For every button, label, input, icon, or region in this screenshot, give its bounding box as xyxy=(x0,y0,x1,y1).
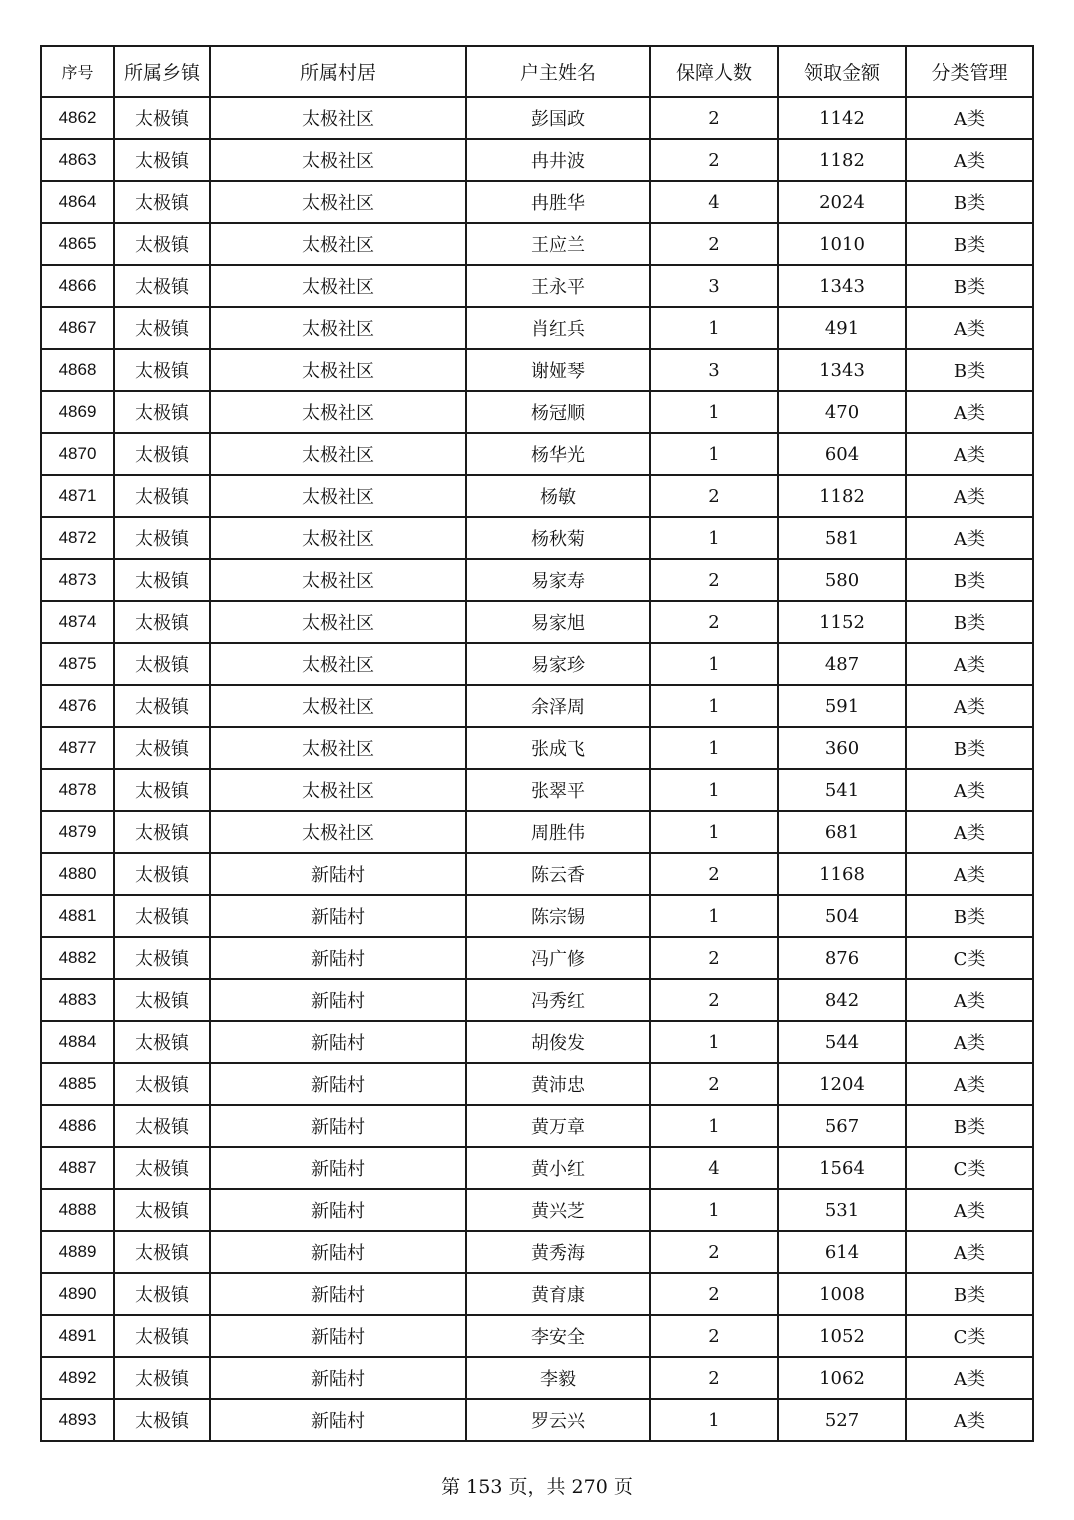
table-row xyxy=(41,223,1033,265)
cell-serial-number: 4889 xyxy=(41,1231,114,1273)
cell-town: 太极镇 xyxy=(114,391,210,433)
cell-covered-people: 1 xyxy=(650,685,778,727)
table-row xyxy=(41,1357,1033,1399)
cell-village: 太极社区 xyxy=(210,727,466,769)
cell-covered-people: 2 xyxy=(650,979,778,1021)
cell-town: 太极镇 xyxy=(114,349,210,391)
cell-town: 太极镇 xyxy=(114,727,210,769)
cell-serial-number: 4863 xyxy=(41,139,114,181)
cell-serial-number: 4890 xyxy=(41,1273,114,1315)
cell-category: A类 xyxy=(906,1021,1033,1063)
cell-householder-name: 杨敏 xyxy=(466,475,650,517)
cell-householder-name: 冉胜华 xyxy=(466,181,650,223)
table-row xyxy=(41,1273,1033,1315)
cell-amount: 470 xyxy=(778,391,906,433)
cell-category: A类 xyxy=(906,1231,1033,1273)
cell-amount: 1052 xyxy=(778,1315,906,1357)
cell-serial-number: 4877 xyxy=(41,727,114,769)
table-row xyxy=(41,181,1033,223)
cell-village: 太极社区 xyxy=(210,223,466,265)
table-row xyxy=(41,475,1033,517)
cell-amount: 541 xyxy=(778,769,906,811)
table-row xyxy=(41,265,1033,307)
cell-category: A类 xyxy=(906,643,1033,685)
table-row xyxy=(41,307,1033,349)
cell-householder-name: 肖红兵 xyxy=(466,307,650,349)
cell-covered-people: 1 xyxy=(650,433,778,475)
cell-amount: 591 xyxy=(778,685,906,727)
cell-amount: 1010 xyxy=(778,223,906,265)
header-amount: 领取金额 xyxy=(778,46,906,97)
cell-village: 太极社区 xyxy=(210,811,466,853)
cell-town: 太极镇 xyxy=(114,223,210,265)
cell-householder-name: 冉井波 xyxy=(466,139,650,181)
cell-serial-number: 4879 xyxy=(41,811,114,853)
cell-covered-people: 1 xyxy=(650,1105,778,1147)
table-row xyxy=(41,769,1033,811)
cell-amount: 876 xyxy=(778,937,906,979)
cell-covered-people: 1 xyxy=(650,517,778,559)
cell-serial-number: 4874 xyxy=(41,601,114,643)
cell-village: 太极社区 xyxy=(210,559,466,601)
cell-serial-number: 4885 xyxy=(41,1063,114,1105)
cell-village: 新陆村 xyxy=(210,895,466,937)
cell-serial-number: 4882 xyxy=(41,937,114,979)
cell-amount: 604 xyxy=(778,433,906,475)
table-row xyxy=(41,139,1033,181)
cell-category: A类 xyxy=(906,97,1033,139)
cell-serial-number: 4873 xyxy=(41,559,114,601)
table-row xyxy=(41,1063,1033,1105)
cell-village: 太极社区 xyxy=(210,517,466,559)
cell-category: B类 xyxy=(906,1273,1033,1315)
cell-householder-name: 易家珍 xyxy=(466,643,650,685)
cell-amount: 1343 xyxy=(778,265,906,307)
table-row xyxy=(41,559,1033,601)
table-row xyxy=(41,1315,1033,1357)
cell-amount: 544 xyxy=(778,1021,906,1063)
cell-covered-people: 2 xyxy=(650,1273,778,1315)
table-row xyxy=(41,811,1033,853)
cell-category: A类 xyxy=(906,1399,1033,1441)
cell-village: 新陆村 xyxy=(210,937,466,979)
cell-town: 太极镇 xyxy=(114,1063,210,1105)
cell-amount: 1182 xyxy=(778,475,906,517)
cell-serial-number: 4871 xyxy=(41,475,114,517)
cell-category: A类 xyxy=(906,685,1033,727)
cell-amount: 1343 xyxy=(778,349,906,391)
cell-village: 太极社区 xyxy=(210,643,466,685)
cell-town: 太极镇 xyxy=(114,181,210,223)
cell-village: 太极社区 xyxy=(210,97,466,139)
cell-covered-people: 1 xyxy=(650,1189,778,1231)
cell-category: A类 xyxy=(906,517,1033,559)
table-row xyxy=(41,1231,1033,1273)
cell-village: 太极社区 xyxy=(210,181,466,223)
cell-covered-people: 1 xyxy=(650,811,778,853)
cell-covered-people: 3 xyxy=(650,349,778,391)
cell-serial-number: 4886 xyxy=(41,1105,114,1147)
cell-householder-name: 李安全 xyxy=(466,1315,650,1357)
cell-category: A类 xyxy=(906,433,1033,475)
cell-village: 太极社区 xyxy=(210,391,466,433)
cell-amount: 1062 xyxy=(778,1357,906,1399)
cell-amount: 1182 xyxy=(778,139,906,181)
cell-serial-number: 4880 xyxy=(41,853,114,895)
cell-serial-number: 4876 xyxy=(41,685,114,727)
cell-village: 新陆村 xyxy=(210,1273,466,1315)
cell-covered-people: 2 xyxy=(650,853,778,895)
cell-town: 太极镇 xyxy=(114,769,210,811)
cell-householder-name: 周胜伟 xyxy=(466,811,650,853)
cell-town: 太极镇 xyxy=(114,265,210,307)
cell-covered-people: 1 xyxy=(650,727,778,769)
cell-covered-people: 1 xyxy=(650,1399,778,1441)
cell-category: C类 xyxy=(906,1147,1033,1189)
cell-covered-people: 1 xyxy=(650,895,778,937)
cell-town: 太极镇 xyxy=(114,937,210,979)
cell-householder-name: 黄秀海 xyxy=(466,1231,650,1273)
cell-village: 太极社区 xyxy=(210,769,466,811)
cell-householder-name: 黄沛忠 xyxy=(466,1063,650,1105)
header-householder-name: 户主姓名 xyxy=(466,46,650,97)
cell-category: A类 xyxy=(906,853,1033,895)
cell-householder-name: 陈云香 xyxy=(466,853,650,895)
table-body xyxy=(41,97,1033,1441)
header-category: 分类管理 xyxy=(906,46,1033,97)
cell-serial-number: 4881 xyxy=(41,895,114,937)
cell-category: A类 xyxy=(906,475,1033,517)
cell-serial-number: 4866 xyxy=(41,265,114,307)
cell-village: 新陆村 xyxy=(210,1105,466,1147)
cell-amount: 1152 xyxy=(778,601,906,643)
cell-category: B类 xyxy=(906,349,1033,391)
cell-category: A类 xyxy=(906,391,1033,433)
cell-serial-number: 4893 xyxy=(41,1399,114,1441)
cell-serial-number: 4875 xyxy=(41,643,114,685)
cell-town: 太极镇 xyxy=(114,1147,210,1189)
cell-amount: 360 xyxy=(778,727,906,769)
cell-town: 太极镇 xyxy=(114,1189,210,1231)
table-header-row xyxy=(41,46,1033,97)
cell-category: A类 xyxy=(906,1357,1033,1399)
cell-amount: 681 xyxy=(778,811,906,853)
cell-householder-name: 杨华光 xyxy=(466,433,650,475)
table-row xyxy=(41,349,1033,391)
cell-town: 太极镇 xyxy=(114,979,210,1021)
cell-householder-name: 黄小红 xyxy=(466,1147,650,1189)
cell-category: A类 xyxy=(906,1189,1033,1231)
cell-town: 太极镇 xyxy=(114,811,210,853)
cell-amount: 1564 xyxy=(778,1147,906,1189)
cell-village: 太极社区 xyxy=(210,601,466,643)
cell-householder-name: 王永平 xyxy=(466,265,650,307)
cell-category: B类 xyxy=(906,1105,1033,1147)
cell-category: C类 xyxy=(906,937,1033,979)
cell-serial-number: 4892 xyxy=(41,1357,114,1399)
cell-covered-people: 2 xyxy=(650,1231,778,1273)
table-row xyxy=(41,1147,1033,1189)
cell-covered-people: 1 xyxy=(650,391,778,433)
cell-category: B类 xyxy=(906,727,1033,769)
cell-village: 太极社区 xyxy=(210,475,466,517)
cell-category: B类 xyxy=(906,265,1033,307)
cell-category: B类 xyxy=(906,181,1033,223)
cell-village: 太极社区 xyxy=(210,307,466,349)
cell-town: 太极镇 xyxy=(114,1231,210,1273)
cell-village: 太极社区 xyxy=(210,685,466,727)
cell-householder-name: 陈宗锡 xyxy=(466,895,650,937)
cell-serial-number: 4872 xyxy=(41,517,114,559)
cell-town: 太极镇 xyxy=(114,1399,210,1441)
cell-covered-people: 2 xyxy=(650,223,778,265)
cell-village: 太极社区 xyxy=(210,349,466,391)
table-row xyxy=(41,517,1033,559)
cell-covered-people: 1 xyxy=(650,643,778,685)
cell-householder-name: 黄兴芝 xyxy=(466,1189,650,1231)
cell-householder-name: 杨冠顺 xyxy=(466,391,650,433)
cell-category: A类 xyxy=(906,979,1033,1021)
cell-category: C类 xyxy=(906,1315,1033,1357)
cell-amount: 1142 xyxy=(778,97,906,139)
cell-category: A类 xyxy=(906,307,1033,349)
cell-householder-name: 张翠平 xyxy=(466,769,650,811)
cell-village: 新陆村 xyxy=(210,979,466,1021)
table-row xyxy=(41,685,1033,727)
cell-amount: 567 xyxy=(778,1105,906,1147)
cell-serial-number: 4887 xyxy=(41,1147,114,1189)
roster-table xyxy=(40,45,1034,1442)
cell-covered-people: 2 xyxy=(650,1315,778,1357)
cell-householder-name: 余泽周 xyxy=(466,685,650,727)
cell-serial-number: 4865 xyxy=(41,223,114,265)
table-row xyxy=(41,391,1033,433)
cell-village: 太极社区 xyxy=(210,139,466,181)
cell-covered-people: 1 xyxy=(650,769,778,811)
header-village: 所属村居 xyxy=(210,46,466,97)
cell-amount: 614 xyxy=(778,1231,906,1273)
cell-village: 新陆村 xyxy=(210,1315,466,1357)
cell-town: 太极镇 xyxy=(114,139,210,181)
cell-town: 太极镇 xyxy=(114,895,210,937)
cell-serial-number: 4864 xyxy=(41,181,114,223)
cell-category: A类 xyxy=(906,811,1033,853)
cell-covered-people: 4 xyxy=(650,181,778,223)
cell-covered-people: 3 xyxy=(650,265,778,307)
table-row xyxy=(41,1399,1033,1441)
cell-amount: 487 xyxy=(778,643,906,685)
cell-covered-people: 2 xyxy=(650,1357,778,1399)
cell-town: 太极镇 xyxy=(114,307,210,349)
cell-householder-name: 冯秀红 xyxy=(466,979,650,1021)
cell-covered-people: 1 xyxy=(650,307,778,349)
cell-householder-name: 黄育康 xyxy=(466,1273,650,1315)
cell-village: 新陆村 xyxy=(210,1357,466,1399)
cell-covered-people: 2 xyxy=(650,559,778,601)
cell-householder-name: 易家寿 xyxy=(466,559,650,601)
cell-serial-number: 4867 xyxy=(41,307,114,349)
cell-covered-people: 4 xyxy=(650,1147,778,1189)
cell-town: 太极镇 xyxy=(114,517,210,559)
cell-serial-number: 4888 xyxy=(41,1189,114,1231)
cell-amount: 1168 xyxy=(778,853,906,895)
cell-serial-number: 4868 xyxy=(41,349,114,391)
cell-town: 太极镇 xyxy=(114,1021,210,1063)
table-row xyxy=(41,1021,1033,1063)
cell-village: 新陆村 xyxy=(210,1231,466,1273)
cell-householder-name: 张成飞 xyxy=(466,727,650,769)
cell-serial-number: 4891 xyxy=(41,1315,114,1357)
cell-village: 新陆村 xyxy=(210,1021,466,1063)
cell-category: B类 xyxy=(906,559,1033,601)
cell-householder-name: 冯广修 xyxy=(466,937,650,979)
cell-village: 新陆村 xyxy=(210,1189,466,1231)
cell-serial-number: 4884 xyxy=(41,1021,114,1063)
cell-householder-name: 罗云兴 xyxy=(466,1399,650,1441)
cell-town: 太极镇 xyxy=(114,475,210,517)
cell-town: 太极镇 xyxy=(114,1105,210,1147)
cell-village: 太极社区 xyxy=(210,433,466,475)
cell-covered-people: 2 xyxy=(650,1063,778,1105)
cell-category: B类 xyxy=(906,895,1033,937)
cell-serial-number: 4878 xyxy=(41,769,114,811)
cell-town: 太极镇 xyxy=(114,1357,210,1399)
cell-amount: 842 xyxy=(778,979,906,1021)
cell-amount: 491 xyxy=(778,307,906,349)
cell-village: 新陆村 xyxy=(210,853,466,895)
cell-category: A类 xyxy=(906,769,1033,811)
header-serial-number: 序号 xyxy=(41,46,114,97)
table-row xyxy=(41,937,1033,979)
table-row xyxy=(41,1189,1033,1231)
cell-category: B类 xyxy=(906,223,1033,265)
cell-amount: 531 xyxy=(778,1189,906,1231)
cell-town: 太极镇 xyxy=(114,853,210,895)
cell-village: 新陆村 xyxy=(210,1147,466,1189)
cell-town: 太极镇 xyxy=(114,1315,210,1357)
cell-covered-people: 2 xyxy=(650,97,778,139)
cell-householder-name: 易家旭 xyxy=(466,601,650,643)
cell-town: 太极镇 xyxy=(114,1273,210,1315)
header-covered-people: 保障人数 xyxy=(650,46,778,97)
cell-serial-number: 4883 xyxy=(41,979,114,1021)
cell-householder-name: 李毅 xyxy=(466,1357,650,1399)
cell-village: 新陆村 xyxy=(210,1063,466,1105)
cell-covered-people: 1 xyxy=(650,1021,778,1063)
cell-amount: 2024 xyxy=(778,181,906,223)
cell-householder-name: 黄万章 xyxy=(466,1105,650,1147)
cell-amount: 1204 xyxy=(778,1063,906,1105)
table-row xyxy=(41,433,1033,475)
cell-village: 太极社区 xyxy=(210,265,466,307)
cell-householder-name: 胡俊发 xyxy=(466,1021,650,1063)
cell-householder-name: 谢娅琴 xyxy=(466,349,650,391)
table-row xyxy=(41,895,1033,937)
cell-amount: 1008 xyxy=(778,1273,906,1315)
cell-householder-name: 彭国政 xyxy=(466,97,650,139)
cell-village: 新陆村 xyxy=(210,1399,466,1441)
cell-category: B类 xyxy=(906,601,1033,643)
cell-covered-people: 2 xyxy=(650,475,778,517)
cell-amount: 504 xyxy=(778,895,906,937)
cell-town: 太极镇 xyxy=(114,559,210,601)
cell-town: 太极镇 xyxy=(114,97,210,139)
cell-covered-people: 2 xyxy=(650,139,778,181)
cell-covered-people: 2 xyxy=(650,937,778,979)
table-row xyxy=(41,97,1033,139)
table-row xyxy=(41,643,1033,685)
table-row xyxy=(41,1105,1033,1147)
table-row xyxy=(41,727,1033,769)
page-footer: 第 153 页，共 270 页 xyxy=(441,1476,633,1498)
cell-serial-number: 4869 xyxy=(41,391,114,433)
cell-serial-number: 4870 xyxy=(41,433,114,475)
cell-category: A类 xyxy=(906,139,1033,181)
cell-town: 太极镇 xyxy=(114,685,210,727)
cell-amount: 581 xyxy=(778,517,906,559)
cell-serial-number: 4862 xyxy=(41,97,114,139)
cell-householder-name: 杨秋菊 xyxy=(466,517,650,559)
cell-category: A类 xyxy=(906,1063,1033,1105)
cell-town: 太极镇 xyxy=(114,601,210,643)
table-row xyxy=(41,601,1033,643)
cell-amount: 580 xyxy=(778,559,906,601)
cell-town: 太极镇 xyxy=(114,643,210,685)
cell-amount: 527 xyxy=(778,1399,906,1441)
table-row xyxy=(41,979,1033,1021)
cell-covered-people: 2 xyxy=(650,601,778,643)
cell-town: 太极镇 xyxy=(114,433,210,475)
cell-householder-name: 王应兰 xyxy=(466,223,650,265)
header-town: 所属乡镇 xyxy=(114,46,210,97)
table-row xyxy=(41,853,1033,895)
